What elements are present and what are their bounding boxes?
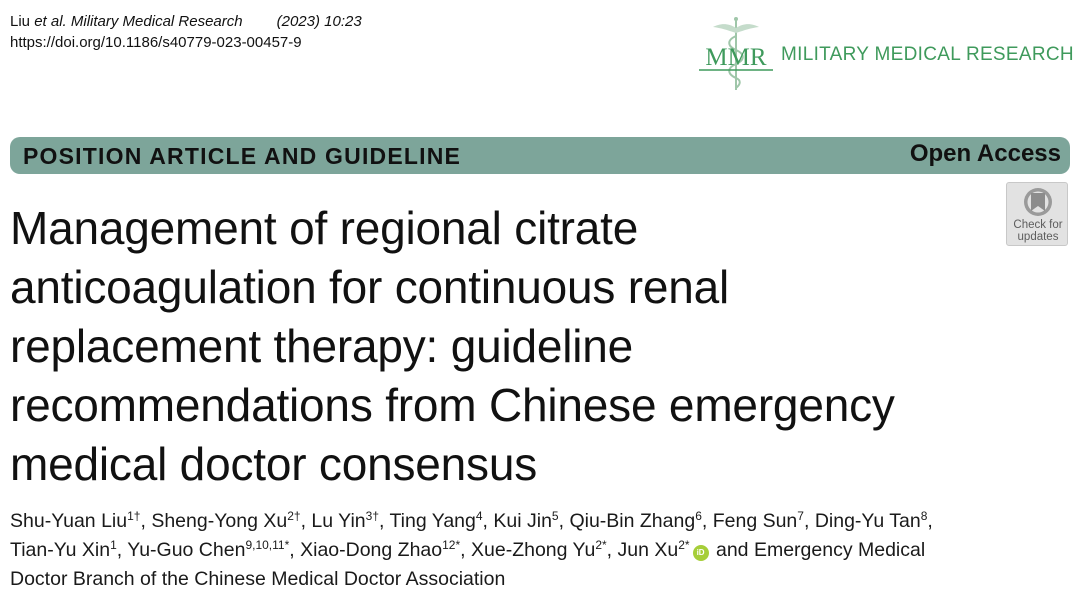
title-line: Management of regional citrate [10, 202, 639, 254]
author-separator: , [606, 539, 618, 561]
author-affiliation-mark[interactable]: 7 [797, 509, 804, 523]
title-line: recommendations from Chinese emergency [10, 379, 895, 431]
author-separator: , [558, 510, 570, 532]
author-name[interactable]: Jun Xu [617, 539, 679, 561]
author-name[interactable]: Xiao-Dong Zhao [300, 539, 443, 561]
author-name[interactable]: Lu Yin [311, 510, 366, 532]
author-separator: , [927, 510, 933, 532]
journal-logo-name: MILITARY MEDICAL RESEARCH [781, 44, 1074, 65]
author-line [10, 536, 1070, 565]
check-for-updates-button[interactable] [1006, 182, 1068, 246]
author-affiliation-mark[interactable]: 9,10,11* [245, 538, 290, 552]
journal-logo [697, 16, 1073, 92]
check-updates-text [1007, 219, 1069, 243]
author-name[interactable]: Yu-Guo Chen [127, 539, 246, 561]
title-line: medical doctor consensus [10, 438, 538, 490]
doi-link[interactable]: https://doi.org/10.1186/s40779-023-00457-9 [10, 34, 302, 51]
author-list [10, 507, 1070, 594]
author-separator: , [482, 510, 494, 532]
citation-author: Liu [10, 13, 35, 30]
author-affiliation-mark[interactable]: 4 [475, 509, 483, 523]
check-updates-icon [1023, 187, 1053, 217]
title-line: replacement therapy: guideline [10, 320, 634, 372]
author-group-text: and Emergency Medical [710, 539, 926, 561]
author-name[interactable]: Xue-Zhong Yu [471, 539, 596, 561]
author-line: Doctor Branch of the Chinese Medical Doctor Association [10, 568, 506, 590]
author-affiliation-mark[interactable]: 1 [110, 538, 117, 552]
caduceus-mmr-icon [697, 16, 775, 92]
author-affiliation-mark[interactable]: 5 [551, 509, 559, 523]
author-name[interactable]: Shu-Yuan Liu [10, 510, 128, 532]
author-separator: , [140, 510, 152, 532]
author-separator: , [289, 539, 301, 561]
journal-citation [10, 11, 362, 32]
author-line [10, 507, 1070, 536]
article-type-label: POSITION ARTICLE AND GUIDELINE [23, 143, 462, 169]
author-affiliation-mark[interactable]: 6 [695, 509, 702, 523]
author-name[interactable]: Feng Sun [712, 510, 798, 532]
author-name[interactable]: Ting Yang [389, 510, 476, 532]
author-name[interactable]: Qiu-Bin Zhang [569, 510, 696, 532]
citation-header [10, 11, 362, 53]
author-name[interactable]: Kui Jin [493, 510, 552, 532]
check-updates-line-1: Check for [1013, 219, 1063, 231]
author-affiliation-mark[interactable]: 2† [287, 509, 301, 523]
author-affiliation-mark[interactable]: 8 [920, 509, 928, 523]
author-name[interactable]: Tian-Yu Xin [10, 539, 111, 561]
open-access-label: Open Access [909, 140, 1061, 167]
author-separator: , [379, 510, 390, 532]
author-affiliation-mark[interactable]: 3† [365, 509, 379, 523]
article-type-banner [10, 137, 1070, 174]
svg-text:MMR: MMR [705, 44, 767, 71]
title-line: anticoagulation for continuous renal [10, 261, 730, 313]
author-separator: , [460, 539, 471, 561]
journal-name: Military Medical Research [66, 13, 243, 30]
orcid-icon[interactable]: iD [693, 545, 709, 561]
author-separator: , [116, 539, 128, 561]
author-affiliation-mark[interactable]: 12* [442, 538, 461, 552]
check-updates-line-2: updates [1017, 231, 1059, 243]
author-affiliation-mark[interactable]: 2* [678, 538, 690, 552]
author-affiliation-mark[interactable]: 2* [595, 538, 607, 552]
citation-etal: et al. [34, 13, 67, 30]
article-title [10, 199, 1000, 494]
author-separator: , [701, 510, 713, 532]
author-separator: , [803, 510, 815, 532]
author-name[interactable]: Ding-Yu Tan [814, 510, 921, 532]
author-name[interactable]: Sheng-Yong Xu [151, 510, 288, 532]
year-volume: (2023) 10:23 [276, 13, 362, 30]
author-affiliation-mark[interactable]: 1† [127, 509, 141, 523]
author-separator: , [300, 510, 312, 532]
